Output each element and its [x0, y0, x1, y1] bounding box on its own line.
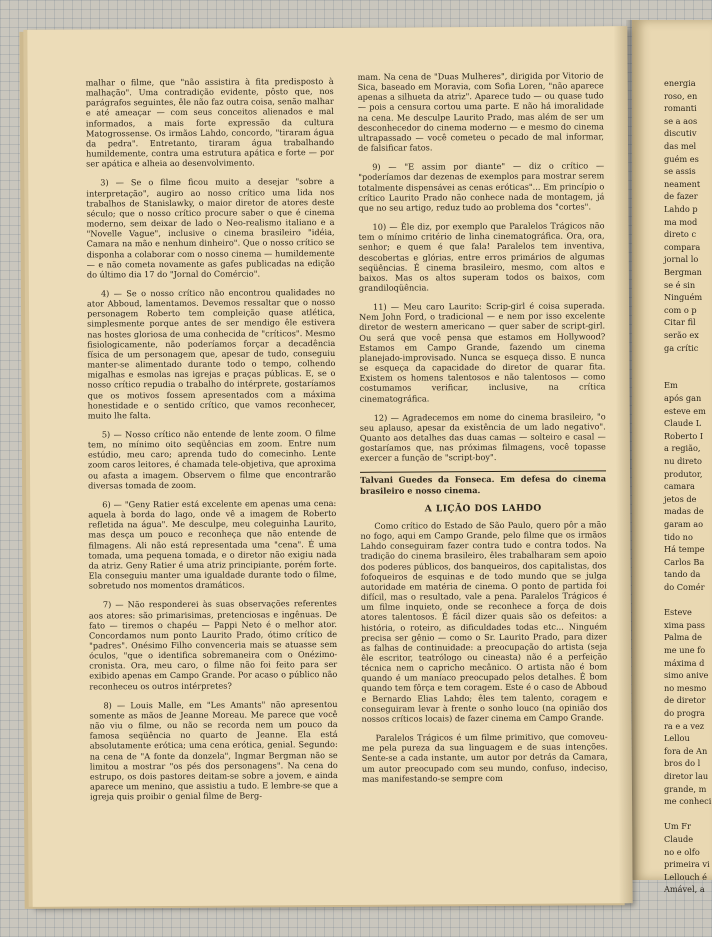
adjacent-page-line: de fazer — [664, 191, 698, 202]
adjacent-page-line: ra e a vez — [664, 720, 705, 731]
lesson-paragraphs — [360, 519, 608, 783]
adjacent-page-line: garam ao — [664, 519, 704, 529]
adjacent-page-line: nu direto — [664, 456, 702, 466]
adjacent-page-line: Em — [664, 380, 678, 391]
adjacent-page-line: camara — [664, 481, 695, 492]
adjacent-page-line: tando da — [664, 569, 701, 580]
adjacent-page-line: fora de An — [664, 745, 708, 756]
adjacent-page-line: das mel — [664, 141, 697, 151]
article-paragraph: 5) — Nosso crítico não entende de lente zoom. O filme tem, no mínimo oito seqüências em zoom. Entre num estúdio, meu caro; aprenda tudo do comecinho. Lente zoom caros leitores, é chamada tele-objetiva, que aproxima ou afasta a imagem. Observem o filme que encontrarão diversas tomada de zoom. — [87, 427, 337, 491]
adjacent-page-line: do progra — [664, 708, 705, 718]
adjacent-page-line: Palma de — [664, 632, 702, 643]
lesson-paragraph: Como crítico do Estado de São Paulo, quero pôr a mão no fogo, aqui em Campo Grande, pelo filme que os irmãos Lahdo conseguiram fazer contra tudo e contra todos. Na tradição do cinema brasileiro, êles trabalharam sem apoio dos poderes públicos, dos banqueiros, dos capitalistas, dos fofoqueiros de esquinas e de todo mundo que se julga autoridade em matéria de cinema. O ponto de partida foi difícil, mas o resultado, vale a pena. Paralelos Trágicos é um filme inquieto, onde se reconhece a força de dois atores talentosos. É fácil dizer quais são os defeitos: a história, o roteiro, as dificuldades todas etc... Ninguém precisa ser gênio — como o Sr. Laurito Prado, para dizer as falhas de continuidade: a preocupação do artista (seja êle escritor, teatrólogo ou cineasta) não é a perfeição técnica nem o capricho mecânico. O artista não é bom quando é um maníaco preocupado pelos detalhes. É bom quando tem fôrça e tem coragem. Este é o caso de Abboud e Bernardo Elias Lahdo; êles tem talento, coragem e conseguiram levar à frente o sonho louco (na opinião dos nossos críticos locais) de fazer cinema em Campo Grande. — [360, 519, 608, 724]
adjacent-page-line: ma mod — [664, 216, 698, 227]
adjacent-page-line: roso, en — [664, 90, 698, 101]
adjacent-page-line: direto c — [664, 229, 697, 240]
adjacent-page-line: a região, — [664, 443, 701, 454]
adjacent-page-line: Claude L — [664, 418, 702, 429]
adjacent-page-line: Ninguém — [664, 292, 703, 303]
newspaper-page — [27, 26, 632, 907]
adjacent-page-line: compara — [664, 241, 701, 252]
adjacent-page-line: guém es — [664, 153, 699, 164]
adjacent-page-line: grande, m — [664, 783, 707, 794]
adjacent-page-line: após gan — [664, 393, 702, 403]
adjacent-page-line: tido no — [664, 531, 693, 542]
adjacent-page-line: Claude — [664, 834, 694, 844]
adjacent-page-line: serão ex — [664, 330, 699, 340]
adjacent-page-line: Lellouch é — [664, 871, 708, 882]
article-paragraph: 3) — Se o filme ficou muito a desejar "sobre a interpretação", augiro ao nosso crítico uma lida nos trabalhos de Stanislawky, o maior diretor de atores deste século; que o nosso crítico procure saber o que é cinema moderno, sem deixar de lado o Neo-realismo italiano e a "Novelle Vague", inclusive o cinema brasileiro "idéia, Camara na mão e nenhum dinheiro". Que o nosso crítico se disponha a colaborar com o nosso cinema — humildemente — e não cometa novamente as gafes publicadas na edição do último dia 17 do "Jornal do Comércio". — [86, 176, 335, 280]
adjacent-page-line: do Comér — [664, 582, 705, 592]
adjacent-page-line: discutiv — [664, 128, 697, 139]
adjacent-page-line: primeira vi — [664, 859, 710, 870]
article-paragraph: 4) — Se o nosso crítico não encontrou qualidades no ator Abboud, lamentamos. Devemos ressaltar que o nosso personagem Roberto tem compleição quase atlética, simplesmente porque antes de ser mendigo êle estivera nas hostes gloriosa de uma conhecida de "críticos". Mesmo fisiologicamente, não poderíamos forçar a decadência física de um personagem que, apesar de tudo, conseguiu manter-se alimentado durante todo o tempo, colhendo migalhas e esmolas nas igrejas e praças públicas. E, se o nosso crítico repudia o trabalho do intérprete, gostaríamos que os motivos fossem apresentados com a máxima honestidade e o sentido crítico, que vamos reconhecer, muito lhe falta. — [86, 286, 336, 421]
adjacent-page-line: no e olfo — [664, 846, 700, 857]
article-paragraph: mam. Na cena de "Duas Mulheres", dirigida por Vitorio de Sica, baseado em Moravia, com Sofia Loren, "não aparece apenas a silhueta da atriz". Aparece tudo — ou quase tudo — pois a censura cortou uma parte. E não há imoralidade na cena. Me desculpe Laurito Prado, mas além de ser um desconhecedor do cinema moderno — e mesmo do cinema ultrapassado — você cometeu o pecado de mal informar, de falsificar fatos. — [357, 70, 605, 153]
adjacent-page-line: jornal lo — [664, 254, 699, 265]
section-heading: A LIÇÃO DOS LAHDO — [424, 503, 542, 515]
adjacent-page-line: produtor, — [664, 468, 703, 479]
article-paragraph: malhar o filme, que "não assistira à fita predisposto à malhação". Uma contradição evidente, pôsto que, nos parágrafos seguintes, êle não faz outra coisa, senão malhar e até ameaçar — com seus conceitos alienados e mal informados, a mais forte expressão da cultura Matogrossense. Os irmãos Lahdo, concordo, "tiraram água da pedra". Entretanto, tiraram água trabalhando humildemente, contra uma estrutura apática e forte — por ser apática e alheia ao desenvolvimento. — [85, 75, 335, 169]
adjacent-page-line: energia — [664, 78, 696, 88]
article-paragraph: 9) — "E assim por diante" — diz o crítico — "poderíamos dar dezenas de exemplos para mostrar serem totalmente dispensávei as cenas eróticas"... Em princípio o crítico Laurito Prado não conhece nada de montagem, já que no seu artigo, reduz tudo ao problema dos "cortes". — [358, 160, 605, 213]
signature: Talvani Guedes da Fonseca. Em defesa do cinema brasileiro e nosso cinema. — [360, 471, 606, 496]
adjacent-page-line: se a aos — [664, 115, 698, 126]
adjacent-page-line: diretor lau — [664, 771, 709, 781]
adjacent-page-line: Carlos Ba — [664, 556, 705, 567]
middle-column — [358, 70, 608, 792]
article-paragraph: 11) — Meu caro Laurito: Scrip-girl é coisa superada. Nem John Ford, o tradicional — e nem por isso excelente diretor de western americano — quer saber de script-girl. Ou será que você pensa que estamos em Hollywood? Estamos em Campo Grande, fazendo um cinema planejado-improvisado. Nunca se esqueça disso. E nunca se esqueça da capacidade do diretor de quarar fita. Existem os homens talentosos e não talentosos — como costumamos verificar, inclusive, na crítica cinematográfica. — [359, 300, 606, 404]
adjacent-page-line: Esteve — [664, 607, 692, 618]
adjacent-page-line: máxima d — [664, 657, 705, 668]
adjacent-page-line: romanti — [664, 103, 697, 114]
adjacent-page-line: madas de — [664, 506, 704, 517]
article-paragraph: 6) — "Geny Ratier está excelente em apenas uma cena: aquela à borda do lago, onde vê a imagem de Roberto refletida na água". Me desculpe, meu coleguinha Laurito, mas desça um pouco e reconheça que não entende de filmagens. Ali não está representada uma "cena". É uma tomada, uma pequena tomada, e o diretor não exigiu nada da atriz. Geny Ratier é uma atriz principiante, porém forte. Ela conseguiu manter uma igualdade durante todo o filme, sobretudo nos momentos dramáticos. — [88, 497, 337, 591]
adjacent-page-line: esteve em — [664, 405, 706, 416]
adjacent-page-line: xima pass — [664, 619, 706, 630]
adjacent-page-line: Lahdo p — [664, 204, 698, 214]
adjacent-page-line: com o p — [664, 304, 697, 315]
adjacent-page-line: bros do l — [664, 758, 701, 769]
adjacent-page-line: Lellou — [664, 733, 690, 744]
adjacent-page-line: me conheci — [664, 796, 712, 807]
adjacent-page-line: ga crític — [664, 342, 699, 353]
left-column — [86, 76, 338, 811]
adjacent-page-line: se assis — [664, 166, 696, 177]
adjacent-page-line: no mesmo — [664, 682, 707, 693]
adjacent-page-line: se é sin — [664, 279, 696, 290]
article-paragraph: 10) — Êle diz, por exemplo que Paralelos Trágicos não tem o mínimo critério de linha cinematográfica. Ora, ora, senhor; e quem é que fala! Paralelos tem inventiva, descobertas e glórias, entre erros primários de algumas seqüências. É cinema brasileiro, mesmo, com altos e baixos. Mas os altos superam todos os baixos, com grandiloqüência. — [358, 220, 605, 293]
adjacent-page-line: me une fo — [664, 645, 706, 655]
adjacent-page-line: Há tempe — [664, 544, 705, 555]
adjacent-page-line: neament — [664, 178, 701, 189]
article-paragraph: 8) — Louis Malle, em "Les Amants" não apresentou somente as mãos de Jeanne Moreau. Me parece que você não viu o filme, ou não se recorda nem um pouco da famosa seqüência no quarto de Jeanne. Ela está absolutamente erótica; uma cena erótica, genial. Segundo: na cena de "A fonte da donzela", Ingmar Bergman não se limitou a mostrar "os pés dos personagens". Na cena do estrupo, os dois pastores deitam-se sobre a jovem, e ainda aparece um menino, que assistiu a tudo. E lembre-se que a igreja quis proibir o genial filme de Berg- — [89, 698, 338, 802]
adjacent-page-line: Amável, a — [664, 884, 705, 895]
adjacent-page-line: simo anive — [664, 670, 709, 681]
adjacent-page-line: Um Fr — [664, 821, 691, 832]
adjacent-page-line: jetos de — [664, 493, 697, 504]
adjacent-page-line: Bergman — [664, 267, 702, 277]
adjacent-page-line: Citar fil — [664, 317, 696, 328]
article-paragraph: 7) — Não responderei às suas observações referentes aos atores: são primarisimas, pretenciosas e ingênuas. De fato — tiremos o chapéu — Pappi Neto é o melhor ator. Concordamos num ponto Laurito Prado, ótimo crítico de "padres". Onésimo Filho convenceria mais se atuasse sem óculos, "que o identifica sobremaneira com o Onézimo-cronista. Ora, meu caro, o filme não foi feito para ser exibido apenas em Campo Grande. Por acaso o público não reconheceu os outros intérpretes? — [88, 598, 338, 692]
adjacent-page-line: de diretor — [664, 695, 706, 706]
adjacent-page-line: Roberto I — [664, 430, 704, 441]
middle-column-paragraphs — [358, 70, 606, 463]
lesson-paragraph: Paralelos Trágicos é um filme primitivo, que comoveu-me pela pureza da sua linguagem e de suas intenções. Sente-se a cada instante, um autor por detrás da Camara, um autor preocupado com seu mundo, confuso, indeciso, mas manifestando-se sempre com — [361, 731, 608, 784]
article-paragraph: 12) — Agradecemos em nome do cinema brasileiro, "o seu aplauso, apesar da existência de um lado negativo". Quanto aos detalhes das duas camas — solteiro e casal — gostaríamos que, nas próximas filmagens, você topasse exercer a função de "script-boy". — [359, 411, 606, 464]
adjacent-page — [632, 20, 712, 895]
